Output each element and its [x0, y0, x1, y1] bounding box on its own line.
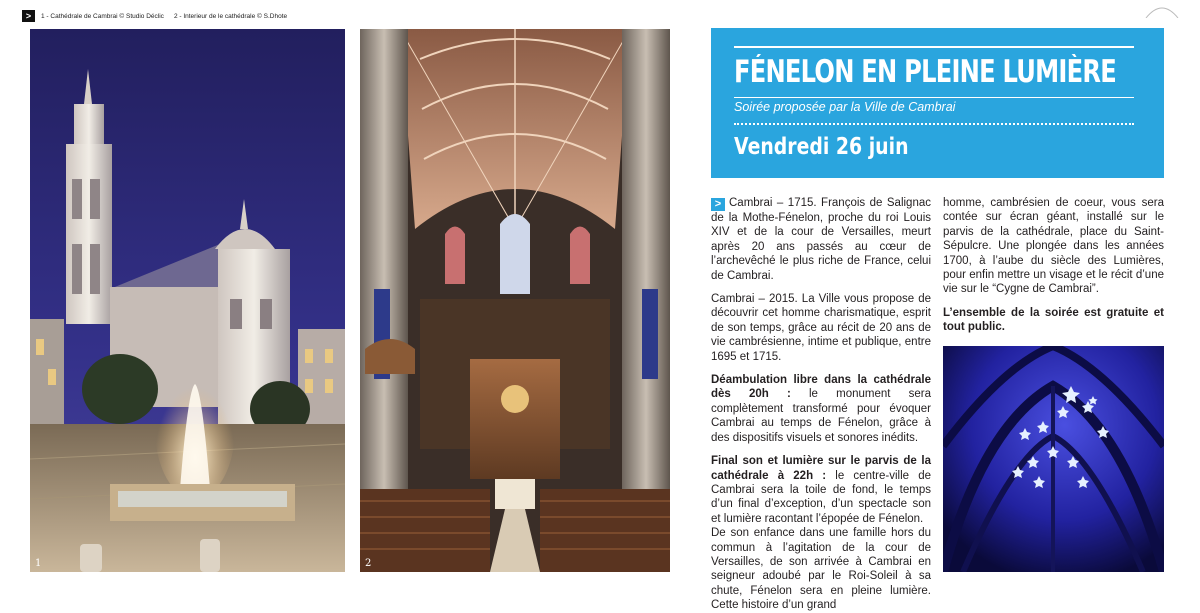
article-paragraph-5: De son enfance dans une famille hors du commun à l’agitation de la cour de Versailles, de son arrivée à Cambrai en seigneur adoubé par le Roi-Soleil à sa chute, Fénelon sera en pleine lumière. Cette histoire d’un grand	[711, 527, 931, 612]
article-column-1	[711, 196, 931, 613]
article-paragraph-2: Cambrai – 2015. La Ville vous propose de découvrir cet homme charismatique, esprit de son temps, grâce au récit de 20 ans de vie cambrésienne, intime et publique, entre 1695 et 1715.	[711, 293, 931, 363]
event-title-banner	[711, 28, 1164, 178]
caption-photo-2: 2 - Interieur de le cathédrale © S.Dhote	[173, 12, 288, 20]
event-date: Vendredi 26 juin	[734, 134, 909, 160]
article-column-2	[943, 196, 1164, 344]
caption-arrow-icon: >	[22, 10, 35, 22]
banner-top-rule	[734, 46, 1134, 48]
cathedral-exterior-photo	[30, 29, 345, 572]
photo-1-number: 1	[35, 558, 42, 569]
caption-photo-1: 1 - Cathédrale de Cambrai © Studio Déclic	[41, 12, 164, 20]
banner-title-rule	[734, 97, 1134, 98]
paragraph-4-lead: Final son et lumière sur le parvis de la cathédrale à 22h :	[711, 455, 931, 482]
article-paragraph-6: homme, cambrésien de coeur, vous sera contée sur écran géant, installé sur le parvis de la cathédrale, place du Saint-Sépulcre. Une plongée dans les années 1700, à l’aube du siècle des Lumières, pour enfin mettre un visage et le récit d’une vie sur le “Cygne de Cambrai”.	[943, 197, 1164, 296]
photo-2-number: 2	[365, 558, 372, 569]
paragraph-3-lead: Déambulation libre dans la cathédrale dès 20h :	[711, 374, 931, 401]
paragraph-4-text: le centre-ville de Cambrai sera la toile de fond, le temps d’un final d’exception, d’un spectacle son et lumière racontant l’épopée de Fénelon.	[711, 469, 931, 525]
page-corner-mark	[1144, 0, 1180, 18]
photo-caption-bar	[22, 10, 297, 22]
article-paragraph-1	[711, 196, 931, 283]
paragraph-3-text: le monument sera complètement transformé pour évoquer Cambrai au temps de Fénelon, grâce à des dispositifs visuels et sonores inédits.	[711, 388, 931, 444]
event-title: FÉNELON EN PLEINE LUMIÈRE	[734, 54, 1116, 90]
event-subtitle: Soirée proposée par la Ville de Cambrai	[734, 100, 956, 114]
banner-dotted-rule	[734, 123, 1134, 125]
article-paragraph-4	[711, 454, 931, 526]
projection-vault-photo	[943, 346, 1164, 572]
paragraph-1-text: Cambrai – 1715. François de Salignac de la Mothe-Fénelon, proche du roi Louis XIV et de la cour de Versailles, meurt après 20 ans passés au cœur de l’archevêché le plus riche de France, celui de Cambrai.	[711, 197, 931, 282]
arrow-right-icon: >	[711, 198, 725, 211]
cathedral-interior-photo	[360, 29, 670, 572]
article-paragraph-3	[711, 373, 931, 445]
article-paragraph-7	[943, 306, 1164, 335]
free-entry-note: L’ensemble de la soirée est gratuite et tout public.	[943, 306, 1164, 334]
